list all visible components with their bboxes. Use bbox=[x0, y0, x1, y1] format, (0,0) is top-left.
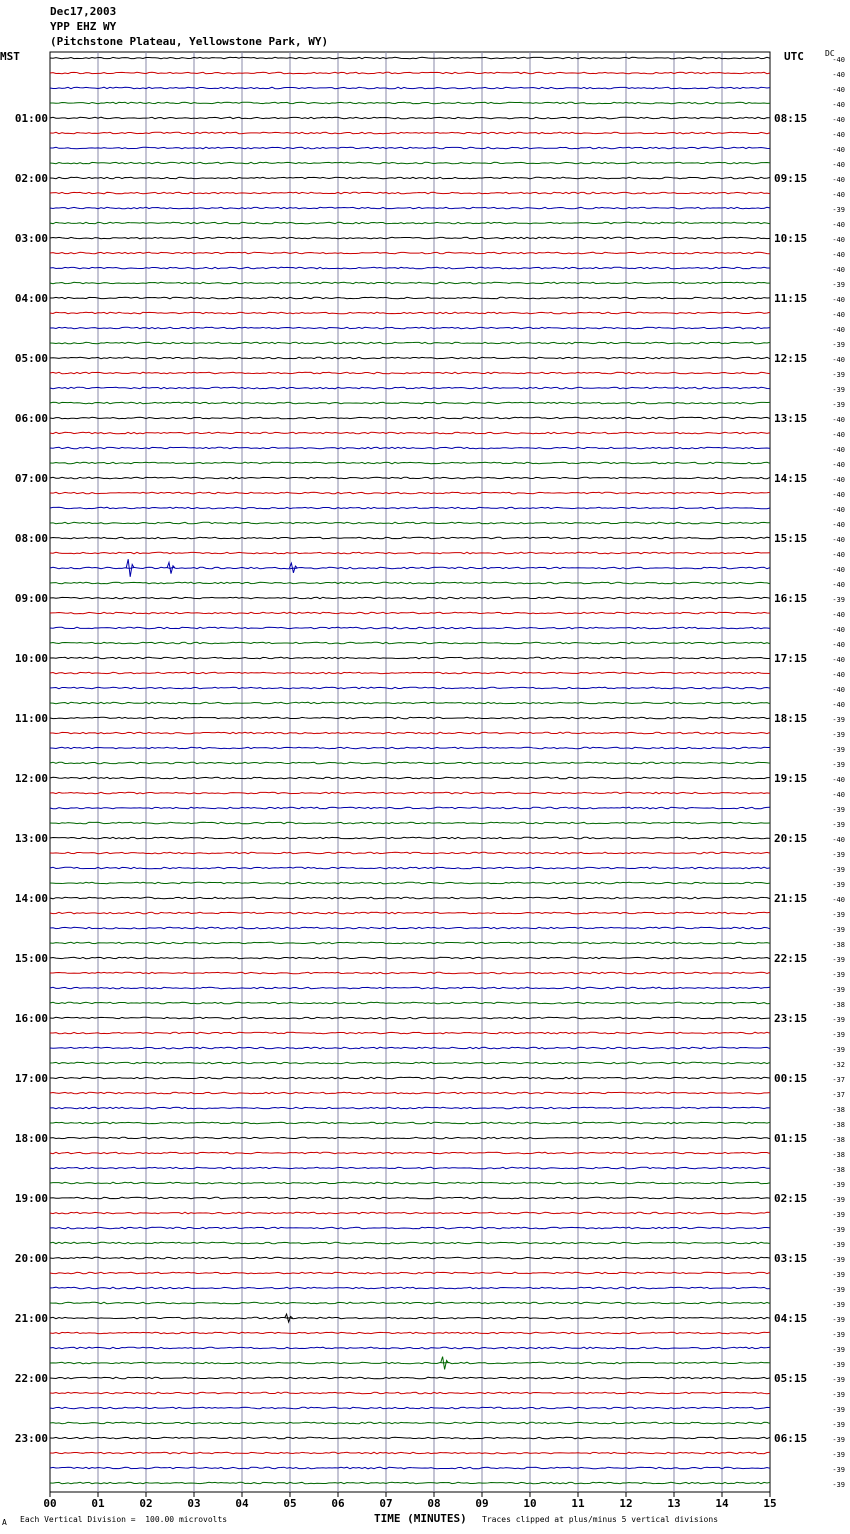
trace-line bbox=[50, 192, 770, 194]
dc-offset-label: -39 bbox=[832, 821, 845, 829]
trace-line bbox=[50, 222, 770, 224]
dc-offset-label: -40 bbox=[832, 416, 845, 424]
dc-offset-label: -40 bbox=[832, 326, 845, 334]
trace-line bbox=[50, 1467, 770, 1469]
trace-line bbox=[50, 1197, 770, 1199]
trace-line bbox=[50, 732, 770, 734]
dc-offset-label: -40 bbox=[832, 671, 845, 679]
x-tick-label: 12 bbox=[619, 1497, 633, 1510]
dc-offset-label: -39 bbox=[832, 1451, 845, 1459]
trace-line bbox=[50, 762, 770, 764]
trace-line bbox=[50, 882, 770, 884]
dc-offset-label: -40 bbox=[832, 491, 845, 499]
dc-offset-label: -39 bbox=[832, 1376, 845, 1384]
trace-line bbox=[50, 1107, 770, 1109]
utc-hour-label: 13:15 bbox=[774, 412, 808, 425]
dc-offset-label: -39 bbox=[832, 1031, 845, 1039]
trace-line bbox=[50, 537, 770, 539]
dc-offset-label: -39 bbox=[832, 1271, 845, 1279]
utc-hour-label: 02:15 bbox=[774, 1192, 808, 1205]
dc-offset-label: -39 bbox=[832, 1406, 845, 1414]
corner-mark: A bbox=[2, 1518, 7, 1527]
trace-line bbox=[50, 117, 770, 119]
x-tick-label: 08 bbox=[427, 1497, 441, 1510]
dc-offset-label: -39 bbox=[832, 1421, 845, 1429]
dc-offset-label: -39 bbox=[832, 1481, 845, 1489]
x-tick-label: 01 bbox=[91, 1497, 105, 1510]
dc-offset-label: -39 bbox=[832, 806, 845, 814]
trace-line bbox=[50, 1272, 770, 1274]
dc-offset-label: -39 bbox=[832, 386, 845, 394]
mst-hour-label: 23:00 bbox=[14, 1432, 48, 1445]
trace-line bbox=[50, 567, 770, 569]
utc-hour-label: 00:15 bbox=[774, 1072, 808, 1085]
dc-offset-label: -39 bbox=[832, 401, 845, 409]
dc-offset-label: -40 bbox=[832, 146, 845, 154]
trace-line bbox=[50, 597, 770, 599]
dc-offset-label: -39 bbox=[832, 1466, 845, 1474]
trace-line bbox=[50, 1347, 770, 1349]
trace-line bbox=[50, 912, 770, 914]
trace-line bbox=[50, 1302, 770, 1304]
trace-line bbox=[50, 837, 770, 839]
dc-offset-label: -39 bbox=[832, 851, 845, 859]
dc-offset-label: -40 bbox=[832, 116, 845, 124]
mst-hour-label: 18:00 bbox=[14, 1132, 48, 1145]
dc-offset-label: -40 bbox=[832, 701, 845, 709]
dc-offset-label: -39 bbox=[832, 911, 845, 919]
utc-hour-label: 14:15 bbox=[774, 472, 808, 485]
trace-line bbox=[50, 612, 770, 614]
trace-line bbox=[50, 402, 770, 404]
mst-hour-label: 17:00 bbox=[14, 1072, 48, 1085]
mst-hour-label: 01:00 bbox=[14, 112, 48, 125]
dc-offset-label: -39 bbox=[832, 731, 845, 739]
trace-line bbox=[50, 1077, 770, 1079]
trace-line bbox=[50, 447, 770, 449]
mst-hour-label: 04:00 bbox=[14, 292, 48, 305]
dc-offset-label: -38 bbox=[832, 1001, 845, 1009]
mst-hour-label: 08:00 bbox=[14, 532, 48, 545]
mst-hour-label: 22:00 bbox=[14, 1372, 48, 1385]
mst-hour-label: 13:00 bbox=[14, 832, 48, 845]
utc-hour-label: 22:15 bbox=[774, 952, 808, 965]
clip-note: Traces clipped at plus/minus 5 vertical divisions bbox=[482, 1515, 719, 1524]
dc-offset-label: -39 bbox=[832, 1316, 845, 1324]
dc-offset-label: -40 bbox=[832, 536, 845, 544]
trace-line bbox=[50, 147, 770, 149]
trace-line bbox=[50, 582, 770, 584]
trace-line bbox=[50, 522, 770, 524]
dc-offset-label: -39 bbox=[832, 761, 845, 769]
trace-line bbox=[50, 342, 770, 344]
trace-line bbox=[50, 1482, 770, 1484]
trace-line bbox=[50, 102, 770, 104]
dc-offset-label: -39 bbox=[832, 866, 845, 874]
dc-offset-label: -38 bbox=[832, 941, 845, 949]
dc-offset-label: -40 bbox=[832, 266, 845, 274]
trace-line bbox=[50, 252, 770, 254]
x-tick-label: 15 bbox=[763, 1497, 777, 1510]
dc-offset-label: -40 bbox=[832, 191, 845, 199]
trace-line bbox=[50, 462, 770, 464]
utc-hour-label: 12:15 bbox=[774, 352, 808, 365]
dc-offset-label: -40 bbox=[832, 161, 845, 169]
dc-offset-label: -40 bbox=[832, 551, 845, 559]
dc-offset-label: -40 bbox=[832, 476, 845, 484]
trace-line bbox=[50, 1407, 770, 1409]
dc-offset-label: -39 bbox=[832, 1346, 845, 1354]
trace-line bbox=[50, 747, 770, 749]
trace-line bbox=[50, 1182, 770, 1184]
dc-offset-label: -39 bbox=[832, 1241, 845, 1249]
utc-hour-label: 06:15 bbox=[774, 1432, 808, 1445]
dc-offset-label: -40 bbox=[832, 626, 845, 634]
trace-line bbox=[50, 237, 770, 239]
mst-hour-label: 03:00 bbox=[14, 232, 48, 245]
mst-hour-label: 09:00 bbox=[14, 592, 48, 605]
dc-offset-label: -39 bbox=[832, 746, 845, 754]
dc-offset-label: -39 bbox=[832, 1391, 845, 1399]
utc-hour-label: 10:15 bbox=[774, 232, 808, 245]
dc-offset-label: -39 bbox=[832, 1361, 845, 1369]
dc-offset-label: -39 bbox=[832, 1226, 845, 1234]
mst-hour-label: 10:00 bbox=[14, 652, 48, 665]
dc-offset-label: -39 bbox=[832, 956, 845, 964]
x-tick-label: 09 bbox=[475, 1497, 489, 1510]
dc-offset-label: -39 bbox=[832, 986, 845, 994]
utc-hour-label: 01:15 bbox=[774, 1132, 808, 1145]
dc-offset-label: -40 bbox=[832, 641, 845, 649]
dc-offset-label: -40 bbox=[832, 461, 845, 469]
dc-offset-label: -40 bbox=[832, 86, 845, 94]
x-tick-label: 14 bbox=[715, 1497, 729, 1510]
dc-offset-label: -38 bbox=[832, 1106, 845, 1114]
x-tick-label: 03 bbox=[187, 1497, 201, 1510]
dc-offset-label: -38 bbox=[832, 1151, 845, 1159]
x-tick-label: 00 bbox=[43, 1497, 57, 1510]
trace-line bbox=[50, 387, 770, 389]
utc-hour-label: 08:15 bbox=[774, 112, 808, 125]
trace-line bbox=[50, 687, 770, 689]
utc-hour-label: 04:15 bbox=[774, 1312, 808, 1325]
trace-line bbox=[50, 1317, 770, 1319]
dc-offset-label: -39 bbox=[832, 716, 845, 724]
trace-line bbox=[50, 657, 770, 659]
trace-line bbox=[50, 1137, 770, 1139]
trace-line bbox=[50, 1332, 770, 1334]
trace-line bbox=[50, 1452, 770, 1454]
utc-hour-label: 21:15 bbox=[774, 892, 808, 905]
trace-line bbox=[50, 507, 770, 509]
dc-offset-label: -37 bbox=[832, 1091, 845, 1099]
mst-hour-label: 20:00 bbox=[14, 1252, 48, 1265]
dc-offset-label: -39 bbox=[832, 1301, 845, 1309]
trace-line bbox=[50, 297, 770, 299]
scale-note: Each Vertical Division = 100.00 microvolts bbox=[20, 1515, 228, 1524]
utc-hour-label: 17:15 bbox=[774, 652, 808, 665]
utc-hour-label: 20:15 bbox=[774, 832, 808, 845]
utc-hour-label: 23:15 bbox=[774, 1012, 808, 1025]
trace-line bbox=[50, 267, 770, 269]
trace-line bbox=[50, 432, 770, 434]
trace-line bbox=[50, 327, 770, 329]
dc-offset-label: -40 bbox=[832, 236, 845, 244]
dc-offset-label: -37 bbox=[832, 1076, 845, 1084]
dc-offset-label: -39 bbox=[832, 341, 845, 349]
mst-hour-label: 12:00 bbox=[14, 772, 48, 785]
trace-line bbox=[50, 57, 770, 59]
trace-line bbox=[50, 972, 770, 974]
x-tick-label: 05 bbox=[283, 1497, 297, 1510]
dc-offset-label: -40 bbox=[832, 221, 845, 229]
trace-line bbox=[50, 132, 770, 134]
trace-line bbox=[50, 1377, 770, 1379]
dc-offset-label: -40 bbox=[832, 431, 845, 439]
x-tick-label: 13 bbox=[667, 1497, 681, 1510]
trace-line bbox=[50, 672, 770, 674]
mst-hour-label: 02:00 bbox=[14, 172, 48, 185]
trace-line bbox=[50, 1392, 770, 1394]
date-label: Dec17,2003 bbox=[50, 5, 117, 18]
dc-offset-label: -32 bbox=[832, 1061, 845, 1069]
mst-hour-label: 15:00 bbox=[14, 952, 48, 965]
dc-offset-label: -40 bbox=[832, 176, 845, 184]
trace-line bbox=[50, 777, 770, 779]
time-axis-title: TIME (MINUTES) bbox=[374, 1512, 467, 1525]
dc-column-title: DC bbox=[825, 49, 835, 58]
dc-offset-label: -40 bbox=[832, 446, 845, 454]
trace-line bbox=[50, 417, 770, 419]
trace-line bbox=[50, 942, 770, 944]
dc-offset-label: -40 bbox=[832, 71, 845, 79]
dc-offset-label: -39 bbox=[832, 1436, 845, 1444]
dc-offset-label: -38 bbox=[832, 1166, 845, 1174]
dc-offset-label: -40 bbox=[832, 131, 845, 139]
dc-offset-label: -40 bbox=[832, 311, 845, 319]
dc-offset-label: -39 bbox=[832, 281, 845, 289]
dc-offset-label: -40 bbox=[832, 896, 845, 904]
trace-line bbox=[50, 1002, 770, 1004]
x-tick-label: 10 bbox=[523, 1497, 537, 1510]
trace-line bbox=[50, 312, 770, 314]
mst-axis-title: MST bbox=[0, 50, 20, 63]
dc-offset-label: -39 bbox=[832, 1016, 845, 1024]
trace-line bbox=[50, 1032, 770, 1034]
trace-line bbox=[50, 1227, 770, 1229]
mst-hour-label: 07:00 bbox=[14, 472, 48, 485]
trace-line bbox=[50, 1422, 770, 1424]
trace-line bbox=[50, 1092, 770, 1094]
dc-offset-label: -40 bbox=[832, 656, 845, 664]
trace-line bbox=[50, 852, 770, 854]
dc-offset-label: -39 bbox=[832, 1211, 845, 1219]
dc-offset-label: -40 bbox=[832, 836, 845, 844]
dc-offset-label: -39 bbox=[832, 1196, 845, 1204]
dc-offset-label: -40 bbox=[832, 581, 845, 589]
trace-line bbox=[50, 1047, 770, 1049]
dc-offset-label: -39 bbox=[832, 1286, 845, 1294]
x-tick-label: 07 bbox=[379, 1497, 393, 1510]
trace-line bbox=[50, 177, 770, 179]
trace-line bbox=[50, 1437, 770, 1439]
trace-line bbox=[50, 1362, 770, 1364]
dc-offset-label: -39 bbox=[832, 596, 845, 604]
dc-offset-label: -40 bbox=[832, 56, 845, 64]
trace-line bbox=[50, 927, 770, 929]
utc-hour-label: 09:15 bbox=[774, 172, 808, 185]
trace-line bbox=[50, 792, 770, 794]
x-tick-label: 02 bbox=[139, 1497, 153, 1510]
dc-offset-label: -39 bbox=[832, 926, 845, 934]
dc-offset-label: -40 bbox=[832, 356, 845, 364]
trace-line bbox=[50, 162, 770, 164]
utc-hour-label: 16:15 bbox=[774, 592, 808, 605]
trace-line bbox=[50, 807, 770, 809]
utc-hour-label: 18:15 bbox=[774, 712, 808, 725]
trace-line bbox=[50, 822, 770, 824]
trace-line bbox=[50, 1152, 770, 1154]
mst-hour-label: 11:00 bbox=[14, 712, 48, 725]
trace-line bbox=[50, 87, 770, 89]
trace-line bbox=[50, 492, 770, 494]
dc-offset-label: -40 bbox=[832, 566, 845, 574]
dc-offset-label: -40 bbox=[832, 296, 845, 304]
utc-hour-label: 03:15 bbox=[774, 1252, 808, 1265]
dc-offset-label: -40 bbox=[832, 686, 845, 694]
dc-offset-label: -38 bbox=[832, 1121, 845, 1129]
location-label: (Pitchstone Plateau, Yellowstone Park, WY) bbox=[50, 35, 329, 48]
mst-hour-label: 06:00 bbox=[14, 412, 48, 425]
dc-offset-label: -40 bbox=[832, 611, 845, 619]
dc-offset-label: -39 bbox=[832, 1256, 845, 1264]
dc-offset-label: -40 bbox=[832, 521, 845, 529]
trace-line bbox=[50, 477, 770, 479]
dc-offset-label: -39 bbox=[832, 881, 845, 889]
trace-line bbox=[50, 1122, 770, 1124]
trace-line bbox=[50, 1167, 770, 1169]
trace-line bbox=[50, 1242, 770, 1244]
trace-line bbox=[50, 552, 770, 554]
trace-line bbox=[50, 627, 770, 629]
trace-line bbox=[50, 642, 770, 644]
trace-line bbox=[50, 1287, 770, 1289]
mst-hour-label: 14:00 bbox=[14, 892, 48, 905]
dc-offset-label: -39 bbox=[832, 206, 845, 214]
trace-line bbox=[50, 897, 770, 899]
trace-line bbox=[50, 1212, 770, 1214]
dc-offset-label: -38 bbox=[832, 1136, 845, 1144]
utc-hour-label: 15:15 bbox=[774, 532, 808, 545]
x-tick-label: 04 bbox=[235, 1497, 249, 1510]
utc-axis-title: UTC bbox=[784, 50, 804, 63]
dc-offset-label: -40 bbox=[832, 776, 845, 784]
trace-line bbox=[50, 867, 770, 869]
trace-line bbox=[50, 717, 770, 719]
dc-offset-label: -40 bbox=[832, 101, 845, 109]
trace-line bbox=[50, 1017, 770, 1019]
trace-line bbox=[50, 282, 770, 284]
trace-line bbox=[50, 987, 770, 989]
x-tick-label: 11 bbox=[571, 1497, 585, 1510]
dc-offset-label: -39 bbox=[832, 371, 845, 379]
trace-line bbox=[50, 702, 770, 704]
dc-offset-label: -39 bbox=[832, 1181, 845, 1189]
dc-offset-label: -39 bbox=[832, 1046, 845, 1054]
trace-line bbox=[50, 1062, 770, 1064]
trace-line bbox=[50, 1257, 770, 1259]
mst-hour-label: 05:00 bbox=[14, 352, 48, 365]
dc-offset-label: -40 bbox=[832, 791, 845, 799]
utc-hour-label: 05:15 bbox=[774, 1372, 808, 1385]
utc-hour-label: 11:15 bbox=[774, 292, 808, 305]
dc-offset-label: -40 bbox=[832, 251, 845, 259]
trace-line bbox=[50, 957, 770, 959]
x-tick-label: 06 bbox=[331, 1497, 345, 1510]
utc-hour-label: 19:15 bbox=[774, 772, 808, 785]
mst-hour-label: 19:00 bbox=[14, 1192, 48, 1205]
mst-hour-label: 21:00 bbox=[14, 1312, 48, 1325]
dc-offset-label: -39 bbox=[832, 1331, 845, 1339]
trace-line bbox=[50, 372, 770, 374]
station-label: YPP EHZ WY bbox=[50, 20, 117, 33]
dc-offset-label: -39 bbox=[832, 971, 845, 979]
trace-line bbox=[50, 72, 770, 74]
trace-line bbox=[50, 357, 770, 359]
dc-offset-label: -40 bbox=[832, 506, 845, 514]
mst-hour-label: 16:00 bbox=[14, 1012, 48, 1025]
trace-line bbox=[50, 207, 770, 209]
